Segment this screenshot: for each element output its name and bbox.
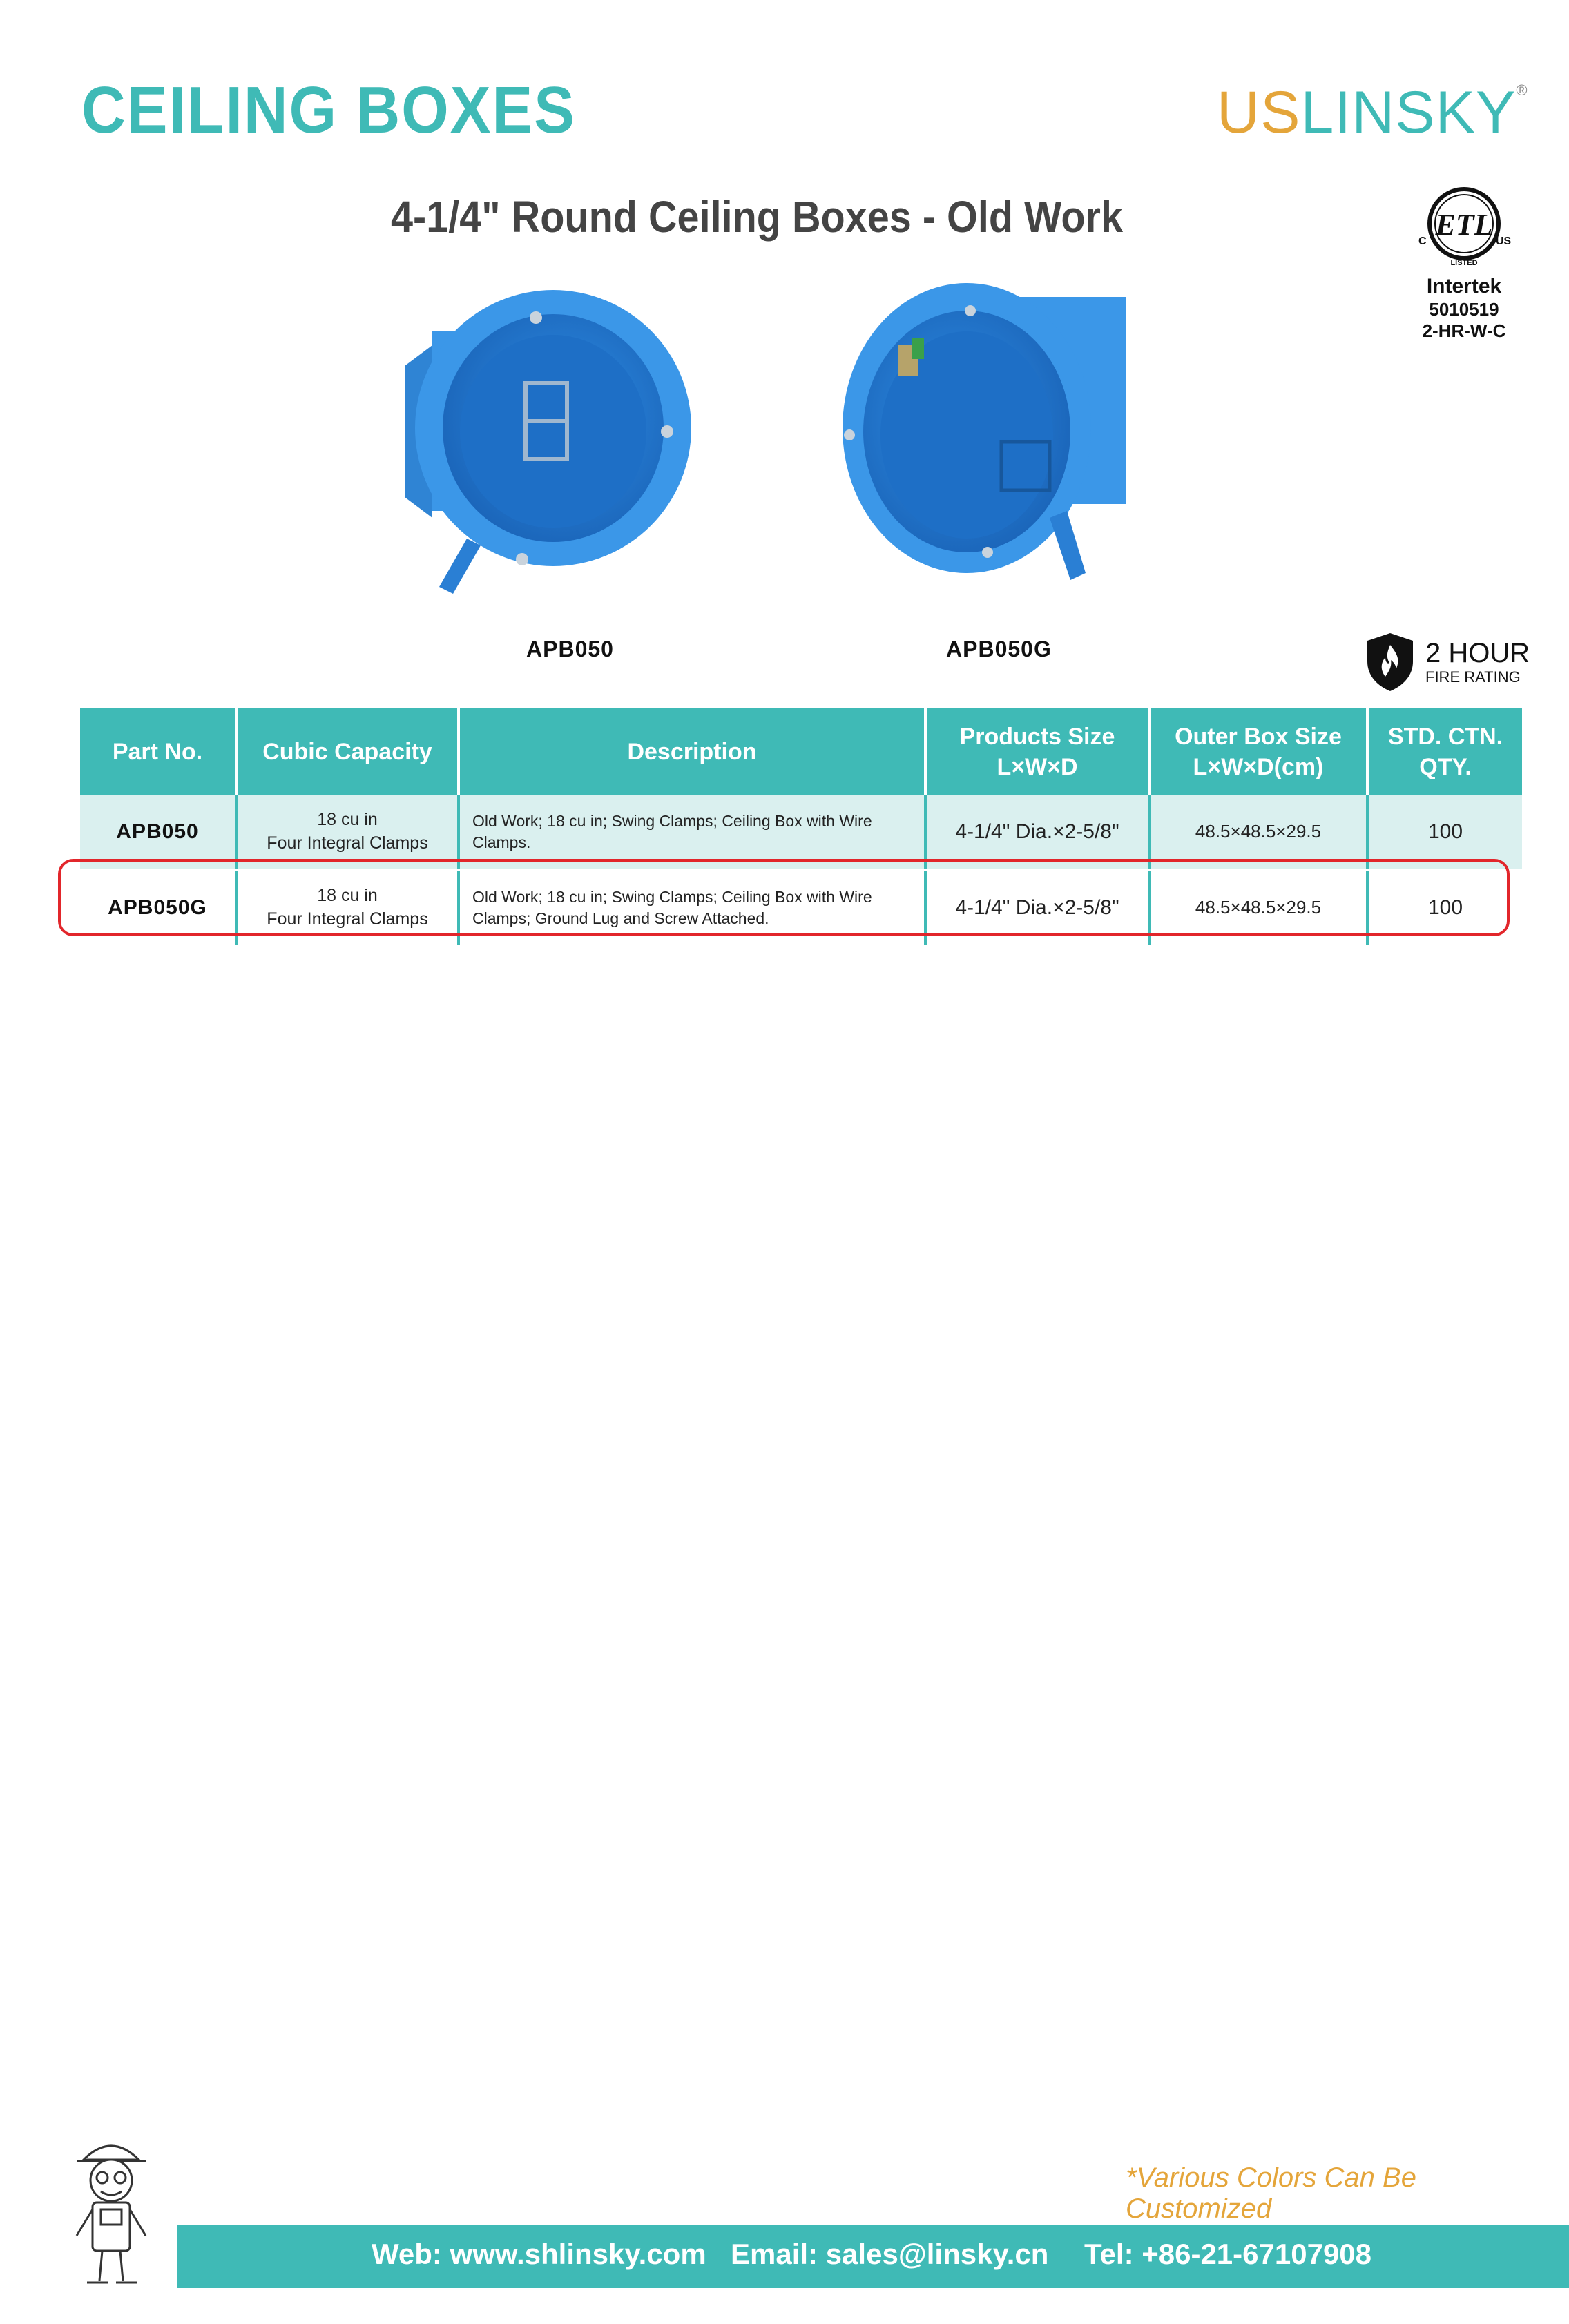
cell-description: Old Work; 18 cu in; Swing Clamps; Ceiling Box with Wire Clamps; Ground Lug and Screw Attached. (459, 870, 925, 945)
row-highlight-outline (58, 859, 1510, 936)
etl-logo-side-right: US (1496, 235, 1512, 247)
etl-logo-text: ETL (1435, 208, 1493, 242)
brand-logo-part1: US (1217, 79, 1301, 146)
cell-part-no: APB050G (80, 870, 236, 945)
footer-email-link[interactable]: Email: sales@linsky.cn (731, 2238, 1049, 2270)
product-image-apb050 (391, 269, 695, 618)
cell-description: Old Work; 18 cu in; Swing Clamps; Ceiling Box with Wire Clamps. (459, 795, 925, 870)
etl-logo-side-left: C (1418, 235, 1427, 247)
etl-listed-icon (1409, 181, 1519, 271)
footer-website-link[interactable]: Web: www.shlinsky.com (372, 2238, 706, 2270)
cert-line-3: 2-HR-W-C (1422, 320, 1506, 342)
certification-block (1409, 181, 1519, 342)
product-title: 4-1/4" Round Ceiling Boxes - Old Work (391, 192, 1123, 242)
cell-outer-box-size: 48.5×48.5×29.5 (1149, 795, 1367, 870)
product-label-apb050: APB050 (526, 637, 614, 661)
cell-cubic-capacity: 18 cu in Four Integral Clamps (236, 795, 459, 870)
brand-logo-part2: LINSKY (1300, 79, 1517, 146)
cell-outer-box-size: 48.5×48.5×29.5 (1149, 870, 1367, 945)
cell-std-ctn-qty: 100 (1367, 870, 1522, 945)
cell-products-size: 4-1/4" Dia.×2-5/8" (925, 870, 1149, 945)
column-header-part-no: Part No. (80, 708, 236, 795)
cell-cubic-capacity: 18 cu in Four Integral Clamps (236, 870, 459, 945)
customization-note: *Various Colors Can Be Customized (1126, 2162, 1416, 2224)
cell-part-no: APB050 (80, 795, 236, 870)
footer-phone: Tel: +86-21-67107908 (1084, 2238, 1372, 2270)
brand-logo (1217, 79, 1528, 146)
column-header-description: Description (459, 708, 925, 795)
product-image-apb050g (829, 269, 1160, 618)
mascot-illustration (66, 2132, 156, 2294)
cell-std-ctn-qty: 100 (1367, 795, 1522, 870)
column-header-cubic-capacity: Cubic Capacity (236, 708, 459, 795)
fire-shield-icon (1365, 631, 1416, 693)
column-header-outer-box-size: Outer Box Size L×W×D(cm) (1149, 708, 1367, 795)
column-header-products-size: Products Size L×W×D (925, 708, 1149, 795)
fire-rating-line2: FIRE RATING (1425, 668, 1521, 686)
product-label-apb050g: APB050G (946, 637, 1052, 661)
table-header-row (80, 708, 1522, 795)
section-title: CEILING BOXES (81, 73, 576, 147)
fire-rating-line1: 2 HOUR (1425, 638, 1530, 668)
cert-line-1: Intertek (1426, 275, 1502, 298)
cell-products-size: 4-1/4" Dia.×2-5/8" (925, 795, 1149, 870)
fire-rating-badge (1365, 631, 1530, 693)
cert-line-2: 5010519 (1429, 299, 1499, 320)
etl-logo-listed: LISTED (1450, 259, 1478, 267)
column-header-std-ctn-qty: STD. CTN. QTY. (1367, 708, 1522, 795)
registered-mark: ® (1516, 81, 1528, 99)
